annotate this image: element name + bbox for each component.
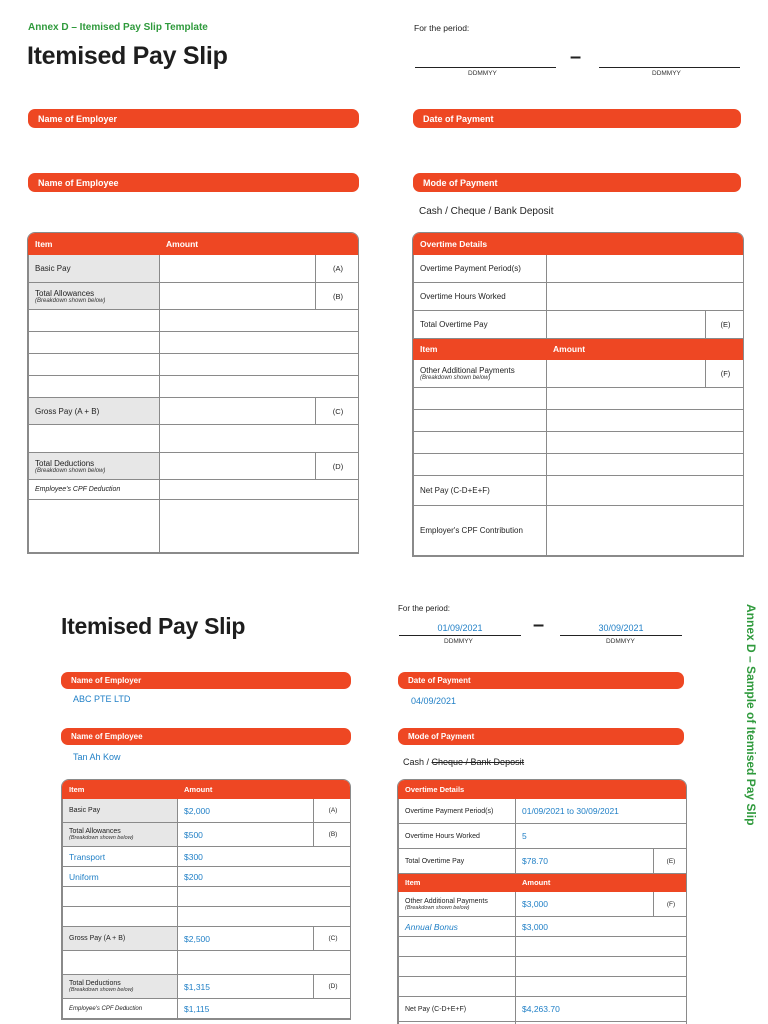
code-b: (B) xyxy=(314,823,352,847)
overtime-details-header: Overtime Details xyxy=(414,234,745,255)
date-payment-label: Date of Payment xyxy=(423,113,494,124)
ot-total-label: Total Overtime Pay xyxy=(414,311,547,339)
employer-cpf-cell[interactable] xyxy=(547,506,745,556)
blank-cell[interactable] xyxy=(63,951,178,975)
cpf-deduction-label: Employee's CPF Deduction xyxy=(29,480,160,500)
sample-employer-header xyxy=(61,672,351,689)
gross-pay-label: Gross Pay (A + B) xyxy=(29,398,160,425)
basic-pay-value: $2,000 xyxy=(178,799,314,823)
mode-cash: Cash / xyxy=(403,757,432,767)
basic-pay-cell[interactable] xyxy=(160,255,316,283)
net-pay-label: Net Pay (C-D+E+F) xyxy=(399,997,516,1022)
code-e: (E) xyxy=(706,311,745,339)
annual-bonus-label: Annual Bonus xyxy=(399,917,516,937)
breakdown-note: (Breakdown shown below) xyxy=(35,297,106,304)
code-e: (E) xyxy=(654,849,688,874)
payment-item-cell[interactable] xyxy=(414,432,547,454)
blank-cell[interactable] xyxy=(160,500,360,553)
net-pay-label: Net Pay (C-D+E+F) xyxy=(414,476,547,506)
sample-period-to[interactable]: 30/09/2021 xyxy=(560,623,682,636)
breakdown-note: (Breakdown shown below) xyxy=(69,987,134,993)
payment-item-cell[interactable] xyxy=(414,410,547,432)
other-payments-cell[interactable] xyxy=(547,360,706,388)
col-item-header: Item xyxy=(399,874,516,892)
blank-cell[interactable] xyxy=(63,887,178,907)
transport-value: $300 xyxy=(178,847,352,867)
ot-period-value: 01/09/2021 to 30/09/2021 xyxy=(516,799,688,824)
code-f: (F) xyxy=(654,892,688,917)
blank-cell[interactable] xyxy=(399,937,516,957)
total-deductions-label: Total Deductions (Breakdown shown below) xyxy=(29,453,160,480)
uniform-value: $200 xyxy=(178,867,352,887)
allowance-item-cell[interactable] xyxy=(29,310,160,332)
blank-cell[interactable] xyxy=(178,887,352,907)
employee-label: Name of Employee xyxy=(38,177,119,188)
period-dash: – xyxy=(570,46,582,68)
sample-employee-header xyxy=(61,728,351,745)
sample-date-format-from: DDMMYY xyxy=(444,638,473,645)
blank-cell[interactable] xyxy=(63,907,178,927)
code-f: (F) xyxy=(706,360,745,388)
mode-struck: Cheque / Bank Deposit xyxy=(431,757,525,767)
cpf-deduction-label: Employee's CPF Deduction xyxy=(63,999,178,1019)
code-a: (A) xyxy=(316,255,360,283)
total-allowances-cell[interactable] xyxy=(160,283,316,310)
total-allowances-label: Total Allowances (Breakdown shown below) xyxy=(63,823,178,847)
col-amount-header: Amount xyxy=(516,874,688,892)
breakdown-note: (Breakdown shown below) xyxy=(405,904,470,911)
page-title: Itemised Pay Slip xyxy=(27,42,228,70)
sample-title: Itemised Pay Slip xyxy=(61,613,246,639)
date-format-from: DDMMYY xyxy=(468,70,497,77)
mode-payment-label: Mode of Payment xyxy=(423,177,498,188)
col-item-header: Item xyxy=(29,234,160,255)
code-c: (C) xyxy=(314,927,352,951)
code-a: (A) xyxy=(314,799,352,823)
other-payments-label: Other Additional Payments (Breakdown shown below) xyxy=(414,360,547,388)
blank-cell[interactable] xyxy=(178,907,352,927)
payment-amount-cell[interactable] xyxy=(547,410,745,432)
allowance-item-cell[interactable] xyxy=(29,332,160,354)
breakdown-note: (Breakdown shown below) xyxy=(420,375,491,381)
sample-employer-value: ABC PTE LTD xyxy=(73,694,131,704)
sample-mode-payment-label: Mode of Payment xyxy=(408,732,475,741)
payment-amount-cell[interactable] xyxy=(547,454,745,476)
uniform-label: Uniform xyxy=(63,867,178,887)
allowance-amount-cell[interactable] xyxy=(160,332,360,354)
blank-cell[interactable] xyxy=(178,951,352,975)
employee-header xyxy=(28,173,359,192)
code-d: (D) xyxy=(316,453,360,480)
blank-cell[interactable] xyxy=(399,977,516,997)
allowance-item-cell[interactable] xyxy=(29,354,160,376)
col-amount-header: Amount xyxy=(547,339,745,360)
blank-cell[interactable] xyxy=(516,977,688,997)
sample-employee-label: Name of Employee xyxy=(71,732,143,741)
net-pay-value: $4,263.70 xyxy=(516,997,688,1022)
payment-item-cell[interactable] xyxy=(414,454,547,476)
sample-employer-label: Name of Employer xyxy=(71,676,142,685)
date-format-to: DDMMYY xyxy=(652,70,681,77)
annex-label: Annex D – Itemised Pay Slip Template xyxy=(28,22,208,33)
blank-cell[interactable] xyxy=(516,957,688,977)
date-payment-header xyxy=(413,109,741,128)
breakdown-note: (Breakdown shown below) xyxy=(35,467,106,474)
blank-cell[interactable] xyxy=(29,500,160,553)
ot-period-label: Overtime Payment Period(s) xyxy=(399,799,516,824)
blank-cell[interactable] xyxy=(160,425,360,453)
blank-cell[interactable] xyxy=(29,425,160,453)
mode-payment-header xyxy=(413,173,741,192)
sample-date-payment-header xyxy=(398,672,684,689)
basic-pay-label: Basic Pay xyxy=(29,255,160,283)
transport-label: Transport xyxy=(63,847,178,867)
other-payments-value: $3,000 xyxy=(516,892,654,917)
total-deductions-value: $1,315 xyxy=(178,975,314,999)
sample-mode-payment-value xyxy=(403,757,524,767)
period-from-field[interactable] xyxy=(415,55,556,68)
total-allowances-value: $500 xyxy=(178,823,314,847)
gross-pay-label: Gross Pay (A + B) xyxy=(63,927,178,951)
ot-hours-label: Overtime Hours Worked xyxy=(414,283,547,311)
ot-total-value: $78.70 xyxy=(516,849,654,874)
sample-period-from[interactable]: 01/09/2021 xyxy=(399,623,521,636)
blank-cell[interactable] xyxy=(516,937,688,957)
ot-total-label: Total Overtime Pay xyxy=(399,849,516,874)
gross-pay-value: $2,500 xyxy=(178,927,314,951)
period-to-field[interactable] xyxy=(599,55,740,68)
col-item-header: Item xyxy=(414,339,547,360)
gross-pay-cell[interactable] xyxy=(160,398,316,425)
sample-date-format-to: DDMMYY xyxy=(606,638,635,645)
cpf-deduction-value: $1,115 xyxy=(178,999,352,1019)
total-deductions-label: Total Deductions (Breakdown shown below) xyxy=(63,975,178,999)
col-amount-header: Amount xyxy=(160,234,360,255)
employer-cpf-label: Employer's CPF Contribution xyxy=(414,506,547,556)
other-payments-label: Other Additional Payments (Breakdown shown below) xyxy=(399,892,516,917)
payment-item-cell[interactable] xyxy=(414,388,547,410)
col-item-header: Item xyxy=(63,781,178,799)
col-amount-header: Amount xyxy=(178,781,352,799)
ot-total-cell[interactable] xyxy=(547,311,706,339)
annual-bonus-value: $3,000 xyxy=(516,917,688,937)
payment-amount-cell[interactable] xyxy=(547,388,745,410)
ot-period-cell[interactable] xyxy=(547,255,745,283)
breakdown-note: (Breakdown shown below) xyxy=(69,835,134,841)
sample-mode-payment-header xyxy=(398,728,684,745)
total-deductions-cell[interactable] xyxy=(160,453,316,480)
basic-pay-label: Basic Pay xyxy=(63,799,178,823)
code-b: (B) xyxy=(316,283,360,310)
employer-header xyxy=(28,109,359,128)
mode-payment-value: Cash / Cheque / Bank Deposit xyxy=(419,206,554,217)
sample-earnings-table xyxy=(61,779,351,1020)
earnings-table xyxy=(27,232,359,554)
period-label: For the period: xyxy=(414,23,470,33)
overtime-table xyxy=(412,232,744,557)
net-pay-cell[interactable] xyxy=(547,476,745,506)
allowance-amount-cell[interactable] xyxy=(160,354,360,376)
total-allowances-label: Total Allowances (Breakdown shown below) xyxy=(29,283,160,310)
allowance-amount-cell[interactable] xyxy=(160,310,360,332)
cpf-deduction-cell[interactable] xyxy=(160,480,360,500)
sample-overtime-table xyxy=(397,779,687,1024)
sample-employee-value: Tan Ah Kow xyxy=(73,752,121,762)
sample-period-dash: – xyxy=(533,614,545,636)
overtime-details-header: Overtime Details xyxy=(399,781,688,799)
ot-hours-value: 5 xyxy=(516,824,688,849)
sample-date-payment-value: 04/09/2021 xyxy=(411,696,457,706)
ot-hours-label: Overtime Hours Worked xyxy=(399,824,516,849)
sample-period-label: For the period: xyxy=(398,604,451,613)
allowance-amount-cell[interactable] xyxy=(160,376,360,398)
payment-amount-cell[interactable] xyxy=(547,432,745,454)
blank-cell[interactable] xyxy=(399,957,516,977)
annex-vertical-label: Annex D – Sample of Itemised Pay Slip xyxy=(744,604,758,826)
sample-date-payment-label: Date of Payment xyxy=(408,676,471,685)
employer-label: Name of Employer xyxy=(38,113,118,124)
ot-period-label: Overtime Payment Period(s) xyxy=(414,255,547,283)
code-d: (D) xyxy=(314,975,352,999)
allowance-item-cell[interactable] xyxy=(29,376,160,398)
code-c: (C) xyxy=(316,398,360,425)
ot-hours-cell[interactable] xyxy=(547,283,745,311)
